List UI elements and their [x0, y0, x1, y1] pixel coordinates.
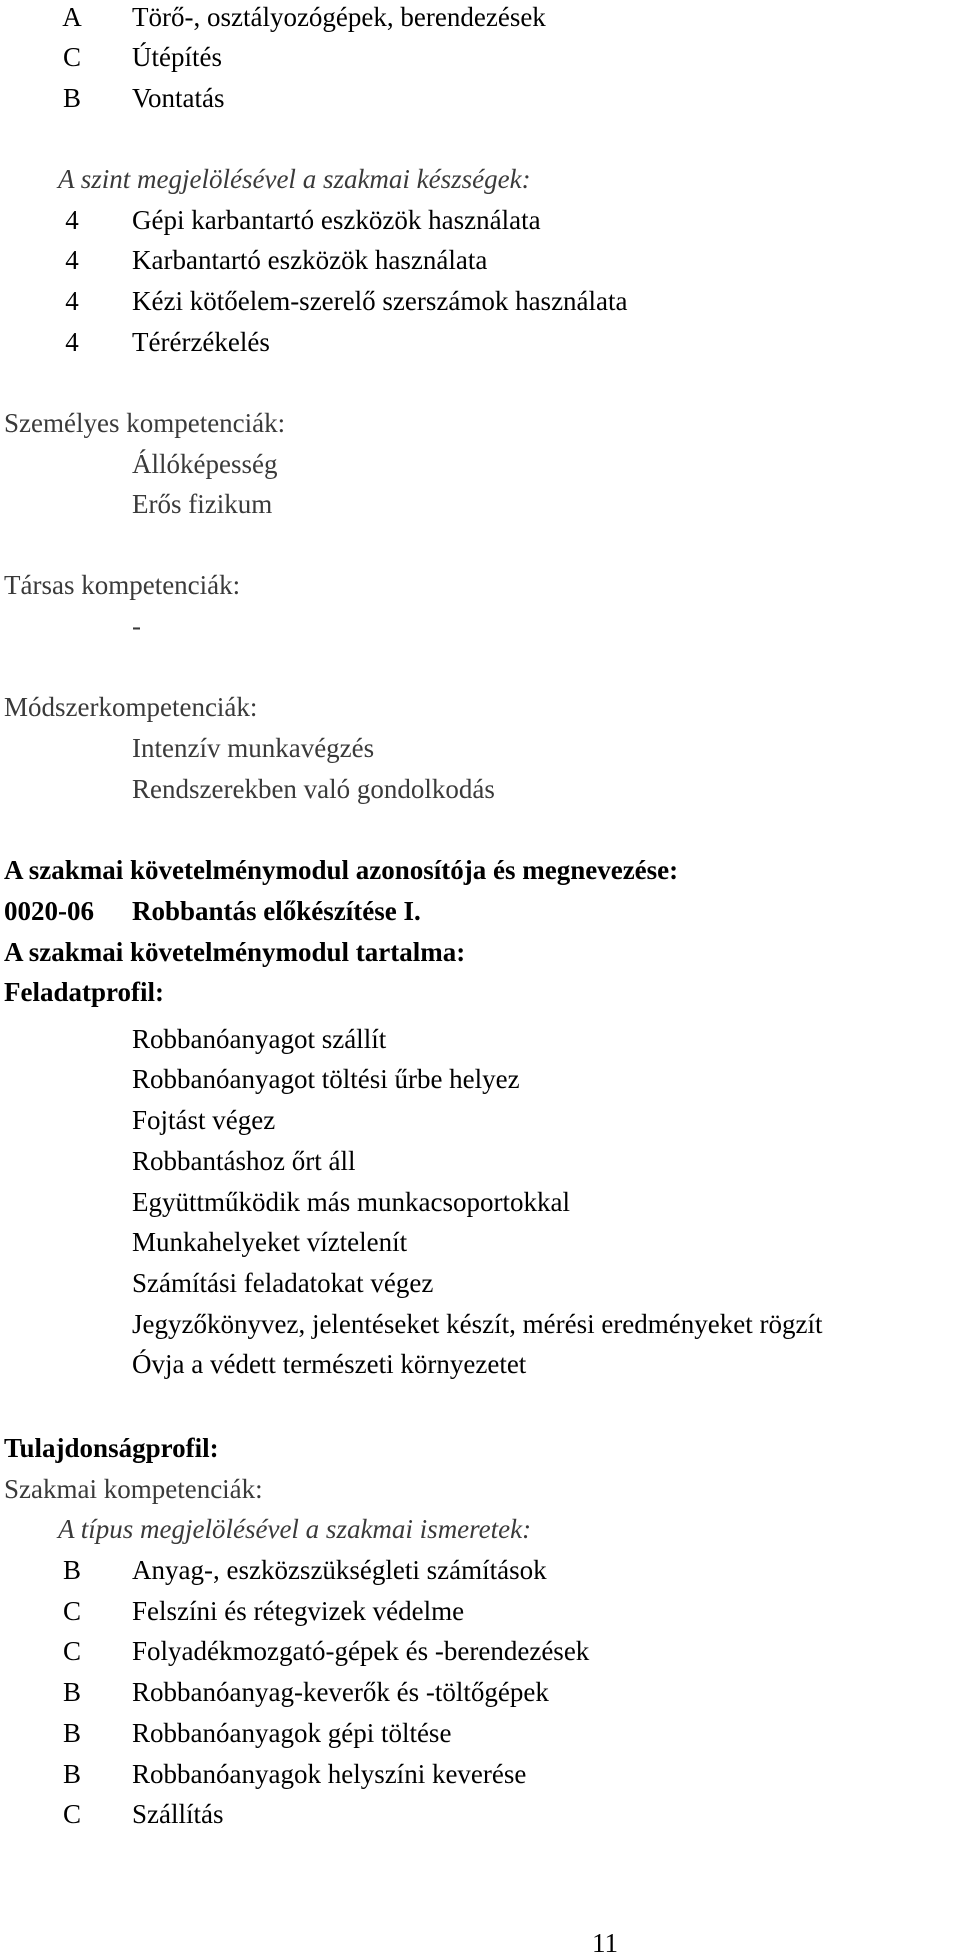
skill-text: Gépi karbantartó eszközök használata: [132, 205, 541, 235]
knowledge-type: C: [62, 1596, 81, 1626]
item-text: Törő-, osztályozógépek, berendezések: [132, 2, 546, 32]
skill-text: Kézi kötőelem-szerelő szerszámok használata: [132, 286, 628, 316]
knowledge-type: B: [62, 1677, 81, 1707]
task-item: Munkahelyeket víztelenít: [132, 1227, 408, 1257]
skill-level: 4: [65, 286, 79, 316]
method-item: Rendszerekben való gondolkodás: [132, 774, 495, 804]
item-text: Vontatás: [132, 83, 225, 113]
task-item: Robbanóanyagot töltési űrbe helyez: [132, 1064, 520, 1094]
knowledge-text: Robbanóanyagok helyszíni keverése: [132, 1759, 527, 1789]
skill-text: Térérzékelés: [132, 327, 270, 357]
personal-item: Állóképesség: [132, 449, 278, 479]
task-item: Robbanóanyagot szállít: [132, 1024, 387, 1054]
item-code: A: [62, 2, 82, 32]
task-item: Jegyzőkönyvez, jelentéseket készít, mérési eredményeket rögzít: [132, 1309, 823, 1339]
property-profile-heading: Tulajdonságprofil:: [4, 1433, 219, 1463]
skill-level: 4: [65, 245, 79, 275]
skill-text: Karbantartó eszközök használata: [132, 245, 488, 275]
knowledge-heading: A típus megjelölésével a szakmai ismeretek:: [58, 1514, 532, 1544]
module-id-heading: A szakmai követelménymodul azonosítója és megnevezése:: [4, 855, 679, 885]
page-number: 11: [592, 1928, 618, 1958]
task-item: Robbantáshoz őrt áll: [132, 1146, 356, 1176]
social-heading: Társas kompetenciák:: [4, 570, 241, 600]
module-name: Robbantás előkészítése I.: [132, 896, 421, 926]
knowledge-text: Robbanóanyagok gépi töltése: [132, 1718, 452, 1748]
skills-heading: A szint megjelölésével a szakmai készségek:: [58, 164, 531, 194]
knowledge-text: Anyag-, eszközszükségleti számítások: [132, 1555, 547, 1585]
knowledge-text: Folyadékmozgató-gépek és -berendezések: [132, 1636, 590, 1666]
knowledge-type: B: [62, 1759, 81, 1789]
method-heading: Módszerkompetenciák:: [4, 692, 258, 722]
knowledge-type: C: [62, 1799, 81, 1829]
social-item: -: [132, 611, 141, 641]
knowledge-text: Felszíni és rétegvizek védelme: [132, 1596, 465, 1626]
knowledge-type: B: [62, 1555, 81, 1585]
task-item: Óvja a védett természeti környezetet: [132, 1349, 527, 1379]
task-item: Számítási feladatokat végez: [132, 1268, 434, 1298]
task-item: Együttműködik más munkacsoportokkal: [132, 1187, 570, 1217]
method-item: Intenzív munkavégzés: [132, 733, 375, 763]
module-content-heading: A szakmai követelménymodul tartalma:: [4, 937, 466, 967]
professional-heading: Szakmai kompetenciák:: [4, 1474, 263, 1504]
personal-item: Erős fizikum: [132, 489, 273, 519]
item-code: C: [62, 42, 81, 72]
knowledge-text: Szállítás: [132, 1799, 224, 1829]
task-profile-heading: Feladatprofil:: [4, 977, 164, 1007]
personal-heading: Személyes kompetenciák:: [4, 408, 286, 438]
knowledge-text: Robbanóanyag-keverők és -töltőgépek: [132, 1677, 549, 1707]
skill-level: 4: [65, 205, 79, 235]
module-code: 0020-06: [4, 896, 94, 926]
skill-level: 4: [65, 327, 79, 357]
knowledge-type: B: [62, 1718, 81, 1748]
knowledge-type: C: [62, 1636, 81, 1666]
item-code: B: [62, 83, 81, 113]
item-text: Útépítés: [132, 42, 222, 72]
task-item: Fojtást végez: [132, 1105, 276, 1135]
